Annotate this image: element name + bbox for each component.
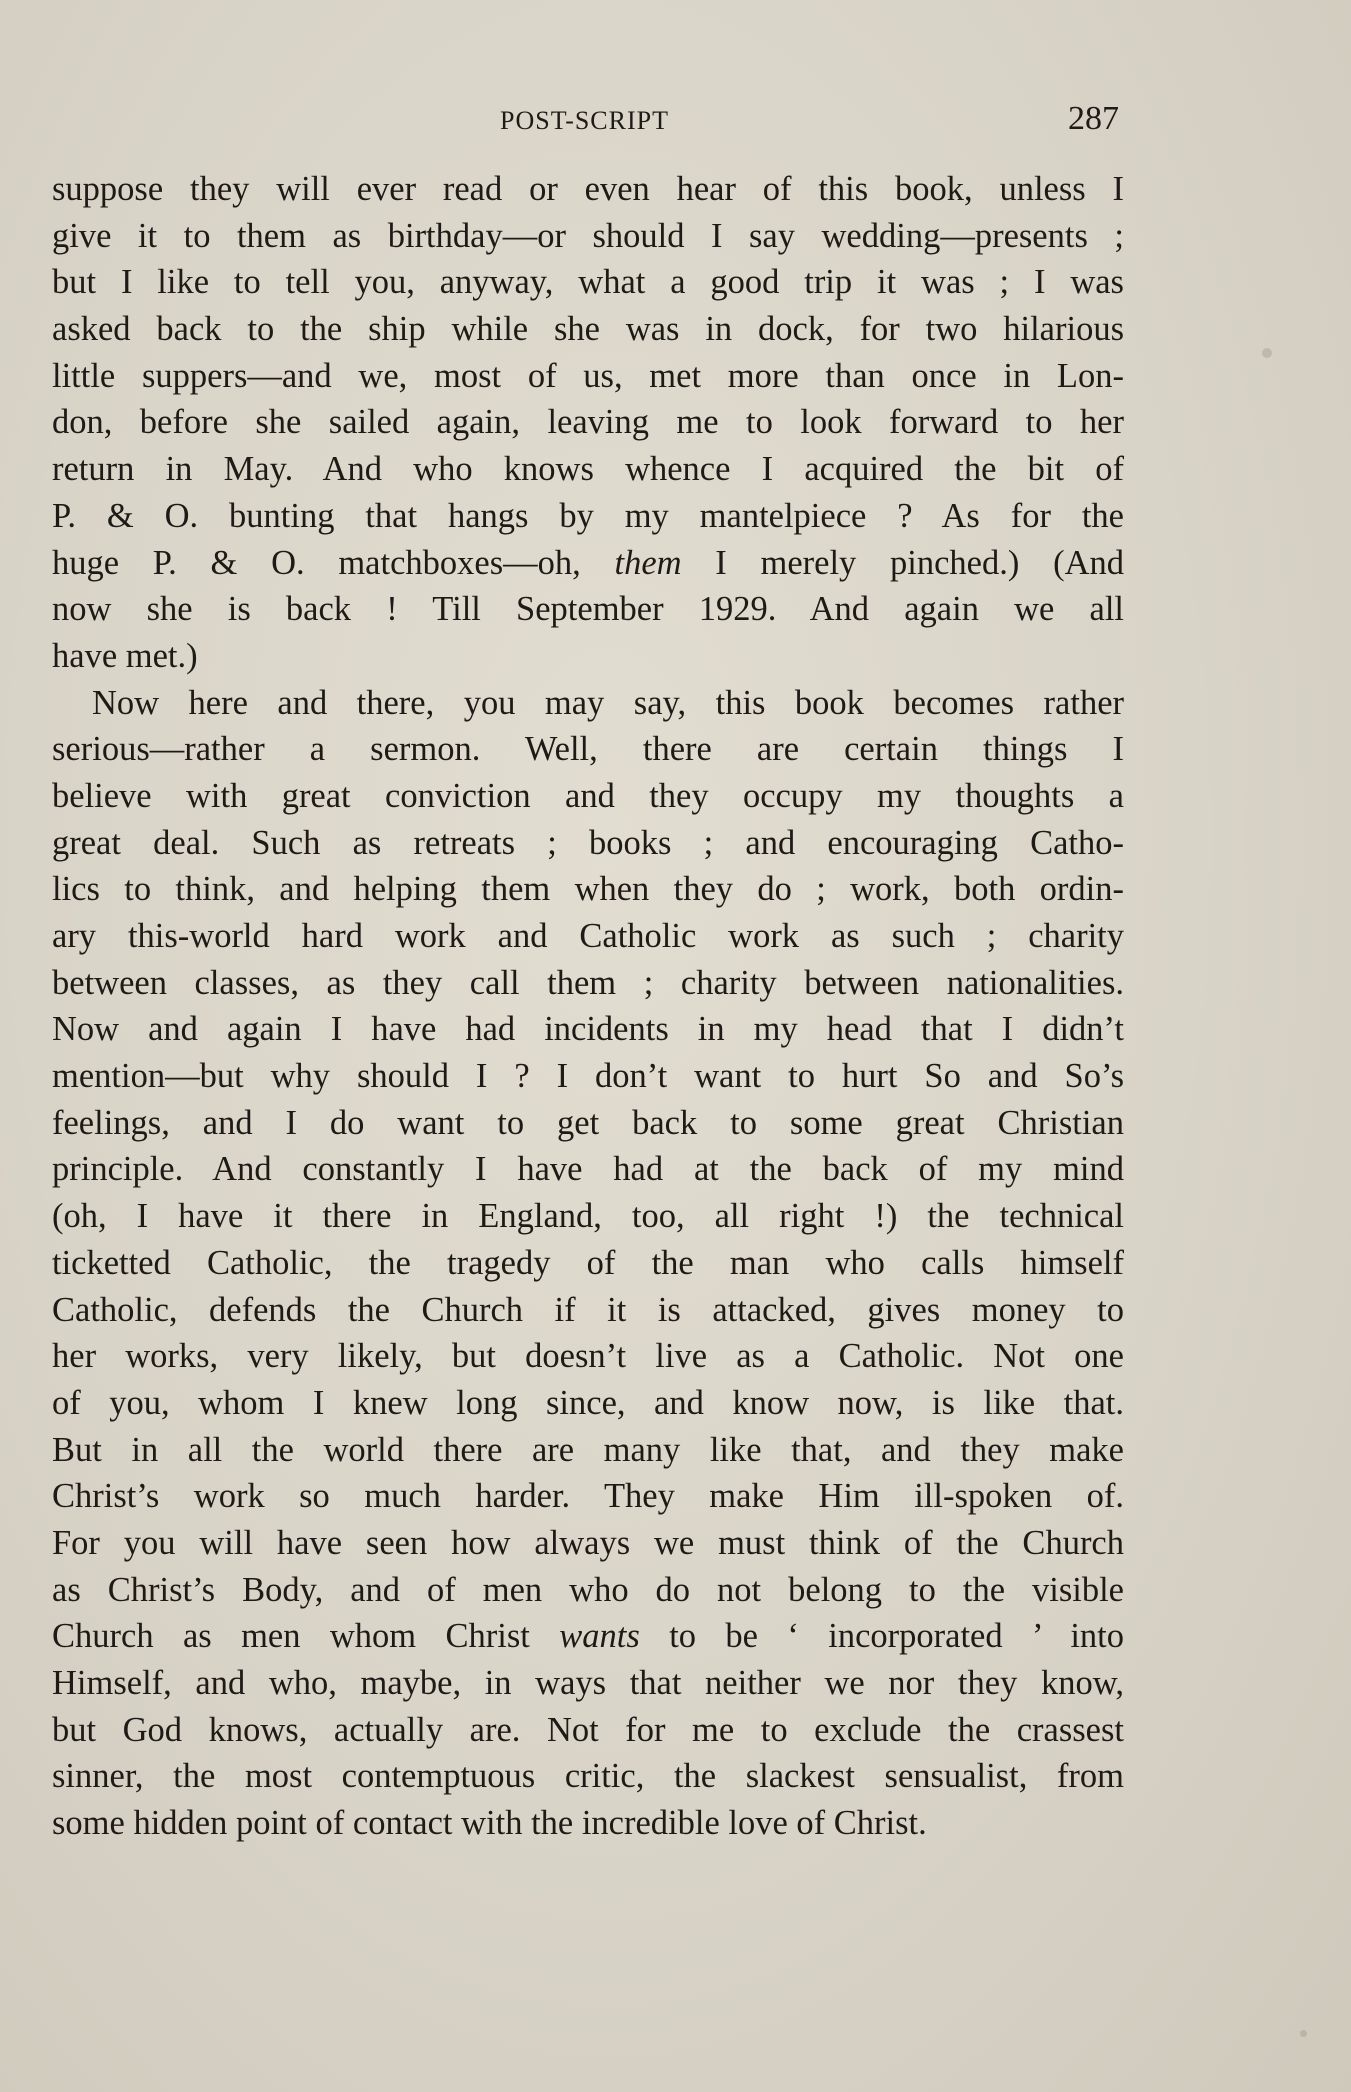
italic-text: wants [559, 1617, 640, 1656]
text-line [52, 680, 1124, 727]
text-line [52, 1100, 1124, 1147]
text-line [52, 773, 1124, 820]
text-segment: her works, very likely, but doesn’t live as a Catholic. Not one [52, 1337, 1124, 1376]
text-line [52, 166, 1124, 213]
running-head [0, 100, 1351, 140]
text-line [52, 1053, 1124, 1100]
text-segment: but God knows, actually are. Not for me to exclude the crassest [52, 1710, 1124, 1749]
text-segment: now she is back ! Till September 1929. And again we all [52, 590, 1124, 629]
text-segment: principle. And constantly I have had at the back of my mind [52, 1150, 1124, 1189]
text-line [52, 913, 1124, 960]
text-line [52, 1520, 1124, 1567]
text-line [52, 1380, 1124, 1427]
text-segment: serious—rather a sermon. Well, there are certain things I [52, 730, 1124, 769]
text-line [52, 1707, 1124, 1754]
text-segment: give it to them as birthday—or should I say wedding—presents ; [52, 216, 1124, 255]
text-line [52, 1193, 1124, 1240]
text-segment: asked back to the ship while she was in dock, for two hilarious [52, 310, 1124, 349]
text-line [52, 960, 1124, 1007]
text-segment: mention—but why should I ? I don’t want to hurt So and So’s [52, 1057, 1124, 1096]
text-line [52, 446, 1124, 493]
text-segment: But in all the world there are many like that, and they make [52, 1430, 1124, 1469]
text-segment: Now here and there, you may say, this book becomes rather [92, 683, 1124, 722]
text-line [52, 1567, 1124, 1614]
text-segment: return in May. And who knows whence I acquired the bit of [52, 450, 1124, 489]
text-segment: lics to think, and helping them when they do ; work, both ordin- [52, 870, 1124, 909]
text-segment: ary this-world hard work and Catholic work as such ; charity [52, 917, 1124, 955]
text-line [52, 820, 1124, 867]
text-line [52, 866, 1124, 913]
italic-text: them [614, 543, 682, 582]
text-line [52, 1427, 1124, 1474]
text-line [52, 493, 1124, 540]
text-line [52, 1006, 1124, 1053]
text-line [52, 259, 1124, 306]
text-segment: to be ‘ incorporated ’ into [639, 1617, 1125, 1656]
text-segment: sinner, the most contemptuous critic, the slackest sensualist, from [52, 1757, 1124, 1796]
text-segment: don, before she sailed again, leaving me to look forward to her [52, 403, 1124, 442]
text-line [52, 1800, 1124, 1847]
text-segment: of you, whom I knew long since, and know now, is like that. [52, 1383, 1124, 1422]
text-line [52, 1146, 1124, 1193]
paragraph [52, 680, 1124, 1847]
text-line [52, 1473, 1124, 1520]
text-line [52, 540, 1124, 587]
section-title: POST-SCRIPT [500, 106, 669, 135]
text-segment: between classes, as they call them ; charity between nationalities. [52, 963, 1124, 1002]
text-line [52, 353, 1124, 400]
text-segment: feelings, and I do want to get back to some great Christian [52, 1103, 1124, 1142]
paper-speck [1300, 2030, 1307, 2037]
text-line [52, 213, 1124, 260]
text-line [52, 1660, 1124, 1707]
text-line [52, 1753, 1124, 1800]
text-segment: I merely pinched.) (And [681, 543, 1124, 582]
text-segment: Catholic, defends the Church if it is attacked, gives money to [52, 1290, 1124, 1329]
text-segment: Now and again I have had incidents in my head that I didn’t [52, 1010, 1124, 1049]
text-segment: believe with great conviction and they occupy my thoughts a [52, 776, 1124, 815]
text-segment: some hidden point of contact with the incredible love of Christ. [52, 1804, 927, 1843]
text-segment: P. & O. bunting that hangs by my mantelpiece ? As for the [52, 496, 1124, 535]
text-segment: Christ’s work so much harder. They make Him ill-spoken of. [52, 1477, 1124, 1516]
text-line [52, 586, 1124, 633]
text-line [52, 306, 1124, 353]
text-segment: Himself, and who, maybe, in ways that neither we nor they know, [52, 1664, 1124, 1702]
paragraph [52, 166, 1124, 680]
text-segment: huge P. & O. matchboxes—oh, [52, 543, 615, 582]
body-text [52, 166, 1124, 1847]
text-segment: For you will have seen how always we must think of the Church [52, 1523, 1124, 1562]
text-segment: ticketted Catholic, the tragedy of the man who calls himself [52, 1243, 1124, 1282]
paper-speck [1262, 348, 1272, 358]
text-line [52, 726, 1124, 773]
text-segment: as Christ’s Body, and of men who do not belong to the visible [52, 1570, 1124, 1609]
text-line [52, 399, 1124, 446]
text-segment: great deal. Such as retreats ; books ; and encouraging Catho- [52, 823, 1124, 862]
text-line [52, 1287, 1124, 1334]
text-segment: but I like to tell you, anyway, what a good trip it was ; I was [52, 263, 1124, 302]
text-line [52, 1240, 1124, 1287]
text-segment: have met.) [52, 636, 198, 675]
text-line [52, 633, 1124, 680]
text-segment: (oh, I have it there in England, too, all right !) the technical [52, 1197, 1124, 1236]
text-segment: little suppers—and we, most of us, met more than once in Lon- [52, 356, 1124, 395]
text-line [52, 1333, 1124, 1380]
text-segment: Church as men whom Christ [52, 1617, 560, 1656]
text-line [52, 1613, 1124, 1660]
page-number: 287 [1068, 100, 1119, 137]
text-segment: suppose they will ever read or even hear of this book, unless I [52, 170, 1124, 208]
